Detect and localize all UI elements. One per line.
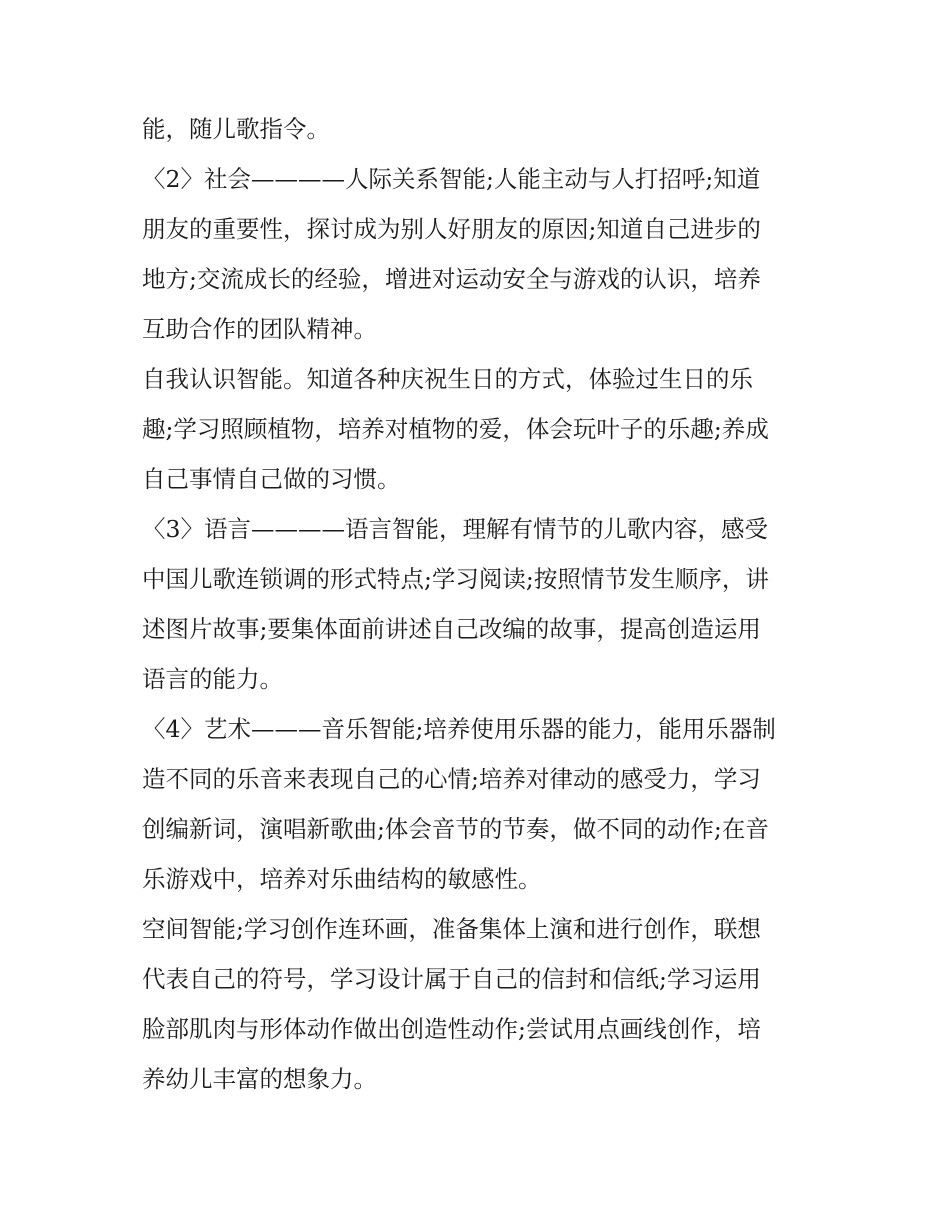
text-line: 〈4〉艺术———音乐智能;培养使用乐器的能力，能用乐器制	[142, 715, 776, 743]
text-line: 〈2〉社会————人际关系智能;人能主动与人打招呼;知道	[142, 165, 761, 193]
text-line: 代表自己的符号，学习设计属于自己的信封和信纸;学习运用	[142, 965, 761, 993]
text-line: 朋友的重要性，探讨成为别人好朋友的原因;知道自己进步的	[142, 215, 761, 243]
text-line: 乐游戏中，培养对乐曲结构的敏感性。	[142, 865, 542, 893]
text-line: 〈3〉语言————语言智能，理解有情节的儿歌内容，感受	[142, 515, 768, 543]
text-line: 语言的能力。	[142, 665, 283, 693]
document-body	[142, 104, 812, 1104]
text-line: 创编新词，演唱新歌曲;体会音节的节奏，做不同的动作;在音	[142, 815, 769, 843]
text-line: 地方;交流成长的经验，增进对运动安全与游戏的认识，培养	[142, 265, 761, 293]
text-line: 趣;学习照顾植物，培养对植物的爱，体会玩叶子的乐趣;养成	[142, 415, 769, 443]
text-line: 自我认识智能。知道各种庆祝生日的方式，体验过生日的乐	[142, 365, 753, 393]
text-line: 中国儿歌连锁调的形式特点;学习阅读;按照情节发生顺序，讲	[142, 565, 769, 593]
text-line: 空间智能;学习创作连环画，准备集体上演和进行创作，联想	[142, 915, 761, 943]
text-line: 脸部肌肉与形体动作做出创造性动作;尝试用点画线创作，培	[142, 1015, 761, 1043]
text-line: 养幼儿丰富的想象力。	[142, 1065, 377, 1093]
text-line: 互助合作的团队精神。	[142, 315, 377, 343]
text-line: 述图片故事;要集体面前讲述自己改编的故事，提高创造运用	[142, 615, 761, 643]
text-line: 造不同的乐音来表现自己的心情;培养对律动的感受力，学习	[142, 765, 761, 793]
text-line: 自己事情自己做的习惯。	[142, 465, 401, 493]
text-line: 能，随儿歌指令。	[142, 115, 330, 143]
